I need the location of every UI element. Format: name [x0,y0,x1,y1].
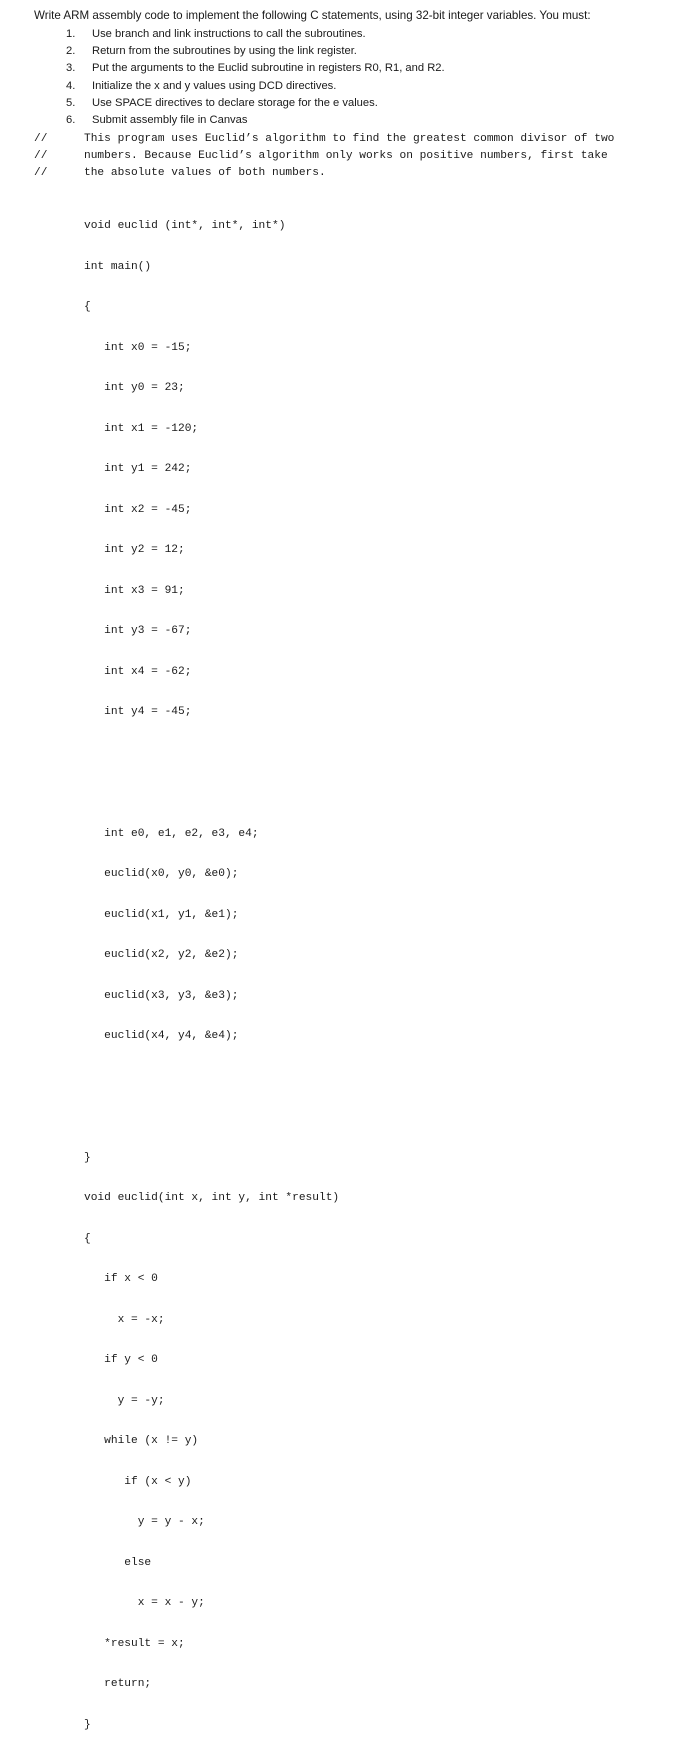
code-line: if y < 0 [84,1354,158,1366]
code-line: int y4 = -45; [84,706,192,718]
code-line: if (x < y) [84,1475,192,1488]
code-line: return; [84,1678,152,1690]
code-line: int e0, e1, e2, e3, e4; [84,827,259,840]
blank-line [84,1071,339,1085]
comment-line: // the absolute values of both numbers. [34,167,326,179]
code-line: int y3 = -67; [84,625,192,637]
code-line: int x1 = -120; [84,422,199,435]
requirements-list [66,26,445,129]
code-line: euclid(x3, y3, &e3); [84,989,239,1002]
code-line: *result = x; [84,1637,185,1650]
code-line: } [84,1151,91,1164]
code-line: int main() [84,260,152,273]
code-line: euclid(x0, y0, &e0); [84,868,239,880]
code-line: int x0 = -15; [84,341,192,354]
code-line: int y1 = 242; [84,463,192,475]
code-line: y = y - x; [84,1516,205,1528]
code-line: else [84,1556,152,1569]
code-line: euclid(x4, y4, &e4); [84,1030,239,1042]
c-code-listing [84,193,339,1759]
comment-line: // This program uses Euclid’s algorithm to find the greatest common divisor of two [34,133,615,145]
requirement-item: 6. Submit assembly file in Canvas [66,114,248,127]
assignment-prompt: Write ARM assembly code to implement the following C statements, using 32-bit integer variables. You must: [34,9,591,22]
code-line: x = x - y; [84,1597,205,1609]
blank-line [84,1111,339,1125]
blank-line [84,747,339,761]
code-line: x = -x; [84,1313,165,1326]
code-line: int x3 = 91; [84,584,185,597]
code-line: void euclid(int x, int y, int *result) [84,1192,340,1204]
code-line: { [84,1232,91,1245]
code-comment-block [34,131,614,182]
requirement-item: 1. Use branch and link instructions to call the subroutines. [66,28,366,40]
code-line: y = -y; [84,1394,165,1407]
code-line: int x4 = -62; [84,665,192,678]
code-line: void euclid (int*, int*, int*) [84,220,286,232]
code-line: euclid(x1, y1, &e1); [84,908,239,921]
comment-line: // numbers. Because Euclid’s algorithm only works on positive numbers, first take [34,150,608,162]
requirement-item: 3. Put the arguments to the Euclid subroutine in registers R0, R1, and R2. [66,62,445,75]
code-line: if x < 0 [84,1273,158,1285]
code-line: while (x != y) [84,1435,199,1447]
requirement-item: 4. Initialize the x and y values using DCD directives. [66,79,337,92]
blank-line [84,787,339,801]
code-line: { [84,301,91,313]
requirement-item: 2. Return from the subroutines by using the link register. [66,45,357,58]
code-line: int x2 = -45; [84,503,192,516]
code-line: int y0 = 23; [84,382,185,394]
code-line: int y2 = 12; [84,544,185,556]
code-line: euclid(x2, y2, &e2); [84,949,239,961]
code-line: } [84,1718,91,1731]
requirement-item: 5. Use SPACE directives to declare storage for the e values. [66,96,378,109]
